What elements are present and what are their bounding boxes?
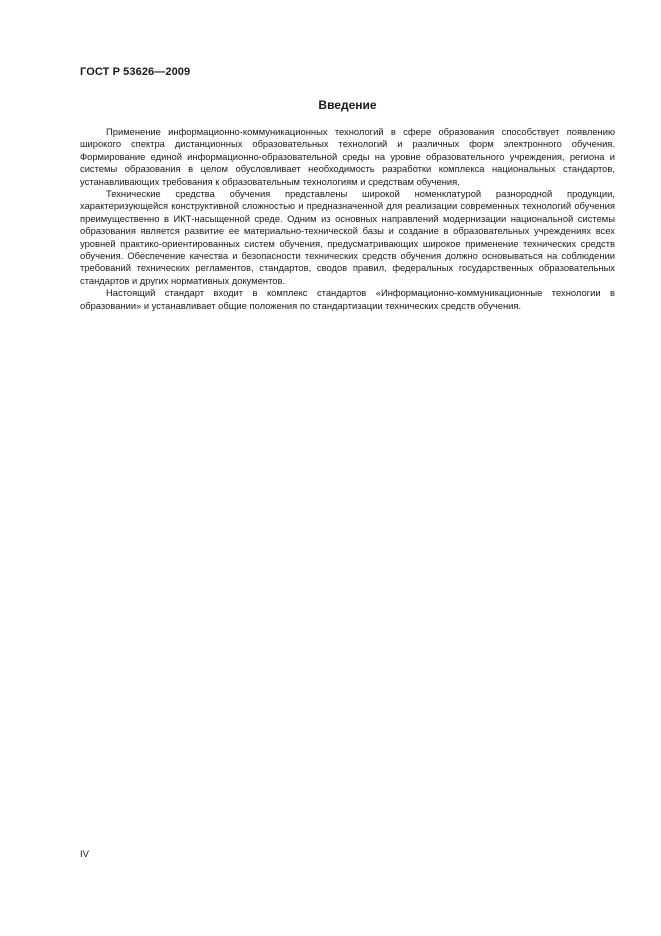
paragraph: Технические средства обучения представлены широкой номенклатурой разнородной продукции, характеризующейся конструктивной сложностью и предназначенной для реализации современных технологий обучения преимущественно в ИКТ-насыщенной среде. Одним из основных направлений модернизации национальной системы образования является развитие ее материально-технической базы и создание в образовательных учреждениях всех уровней практико-ориентированных систем обучения, предусматривающих широкое применение технических средств обучения. Обеспечение качества и безопасности технических средств обучения должно основываться на соблюдении требований технических регламентов, стандартов, сводов правил, федеральных государственных образовательных стандартов и других нормативных документов. xyxy=(80,188,615,286)
document-code: ГОСТ Р 53626—2009 xyxy=(80,66,191,78)
page-number: IV xyxy=(80,849,89,860)
paragraph: Настоящий стандарт входит в комплекс стандартов «Информационно-коммуникационные технологии в образовании» и устанавливает общие положения по стандартизации технических средств обучения. xyxy=(80,287,615,311)
section-body xyxy=(80,126,615,312)
paragraph: Применение информационно-коммуникационных технологий в сфере образования способствует появлению широкого спектра дистанционных образовательных технологий и различных форм электронного обучения. Формирование единой информационно-образовательной среды на уровне образовательного учреждения, региона и системы образования в целом обусловливает необходимость разработки комплекса национальных стандартов, устанавливающих требования к образовательным технологиям и средствам обучения. xyxy=(80,126,615,187)
section-title: Введение xyxy=(318,98,377,112)
